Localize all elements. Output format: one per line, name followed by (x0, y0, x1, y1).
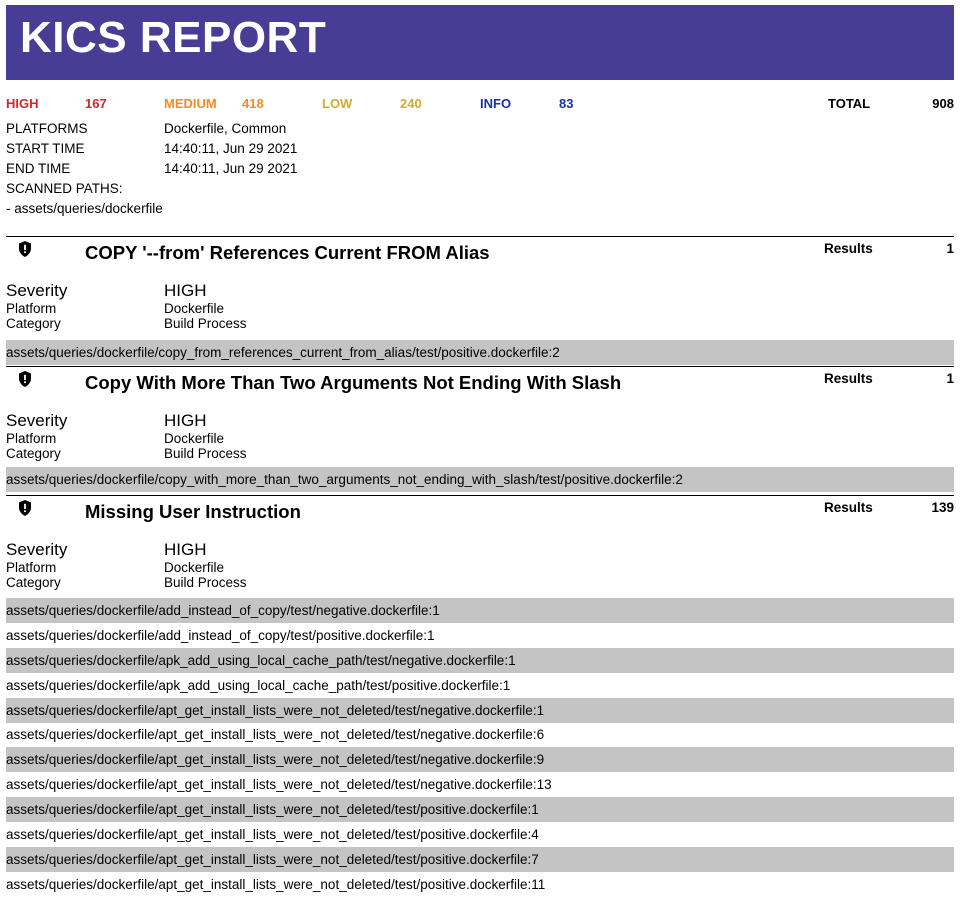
file-row: assets/queries/dockerfile/copy_from_references_current_from_alias/test/positive.dockerfile:2 (6, 340, 954, 365)
results-label: Results (824, 371, 873, 386)
low-count: 240 (400, 96, 422, 111)
severity-label: Severity (6, 411, 68, 430)
end-time-label: END TIME (6, 161, 71, 176)
low-label: LOW (322, 96, 353, 111)
category-value: Build Process (164, 575, 247, 590)
platform-label: Platform (6, 431, 57, 446)
divider (6, 236, 954, 237)
platform-value: Dockerfile (164, 431, 225, 446)
category-label: Category (6, 575, 61, 590)
category-value: Build Process (164, 446, 247, 461)
file-row: assets/queries/dockerfile/apt_get_install_lists_were_not_deleted/test/positive.dockerfile:11 (6, 877, 546, 892)
start-time-label: START TIME (6, 141, 85, 156)
scanned-path: - assets/queries/dockerfile (6, 201, 163, 216)
high-label: HIGH (6, 96, 39, 111)
query-title: Copy With More Than Two Arguments Not Ending With Slash (85, 372, 622, 393)
severity-label: Severity (6, 540, 68, 559)
report-banner (6, 5, 954, 80)
severity-value: HIGH (164, 411, 207, 430)
query-title: Missing User Instruction (85, 501, 301, 522)
file-row: assets/queries/dockerfile/apt_get_install_lists_were_not_deleted/test/negative.dockerfile:1 (6, 698, 954, 723)
start-time-value: 14:40:11, Jun 29 2021 (164, 141, 298, 156)
file-row: assets/queries/dockerfile/add_instead_of_copy/test/positive.dockerfile:1 (6, 628, 435, 643)
shield-icon (18, 500, 32, 516)
divider (6, 495, 954, 496)
results-label: Results (824, 500, 873, 515)
category-label: Category (6, 446, 61, 461)
medium-label: MEDIUM (164, 96, 217, 111)
shield-icon (18, 371, 32, 387)
results-count: 1 (946, 371, 954, 386)
file-row: assets/queries/dockerfile/apt_get_install_lists_were_not_deleted/test/positive.dockerfile:1 (6, 797, 954, 822)
file-row: assets/queries/dockerfile/add_instead_of_copy/test/negative.dockerfile:1 (6, 598, 954, 623)
scanned-paths-label: SCANNED PATHS: (6, 181, 123, 196)
medium-count: 418 (242, 96, 264, 111)
platform-value: Dockerfile (164, 301, 225, 316)
results-count: 139 (931, 500, 954, 515)
report-title: KICS REPORT (20, 13, 327, 62)
divider (6, 366, 954, 367)
category-label: Category (6, 316, 61, 331)
total-label: TOTAL (828, 96, 871, 111)
file-row: assets/queries/dockerfile/copy_with_more_than_two_arguments_not_ending_with_slash/test/positive.dockerfile:2 (6, 467, 954, 492)
severity-label: Severity (6, 281, 68, 300)
file-row: assets/queries/dockerfile/apt_get_install_lists_were_not_deleted/test/positive.dockerfile:4 (6, 827, 539, 842)
platform-label: Platform (6, 301, 57, 316)
file-row: assets/queries/dockerfile/apt_get_install_lists_were_not_deleted/test/negative.dockerfile:13 (6, 777, 552, 792)
results-count: 1 (946, 241, 954, 256)
platform-label: Platform (6, 560, 57, 575)
file-row: assets/queries/dockerfile/apt_get_install_lists_were_not_deleted/test/negative.dockerfile:9 (6, 747, 954, 772)
platforms-value: Dockerfile, Common (164, 121, 287, 136)
file-row: assets/queries/dockerfile/apt_get_install_lists_were_not_deleted/test/positive.dockerfile:7 (6, 847, 954, 872)
file-row: assets/queries/dockerfile/apk_add_using_local_cache_path/test/negative.dockerfile:1 (6, 648, 954, 673)
platforms-label: PLATFORMS (6, 121, 88, 136)
high-count: 167 (85, 96, 107, 111)
total-count: 908 (932, 96, 954, 111)
end-time-value: 14:40:11, Jun 29 2021 (164, 161, 298, 176)
info-count: 83 (559, 96, 574, 111)
file-row: assets/queries/dockerfile/apt_get_install_lists_were_not_deleted/test/negative.dockerfile:6 (6, 727, 545, 742)
severity-value: HIGH (164, 281, 207, 300)
file-row: assets/queries/dockerfile/apk_add_using_local_cache_path/test/positive.dockerfile:1 (6, 678, 511, 693)
platform-value: Dockerfile (164, 560, 225, 575)
info-label: INFO (480, 96, 512, 111)
shield-icon (18, 241, 32, 257)
results-label: Results (824, 241, 873, 256)
query-title: COPY '--from' References Current FROM Alias (85, 242, 490, 263)
severity-value: HIGH (164, 540, 207, 559)
category-value: Build Process (164, 316, 247, 331)
